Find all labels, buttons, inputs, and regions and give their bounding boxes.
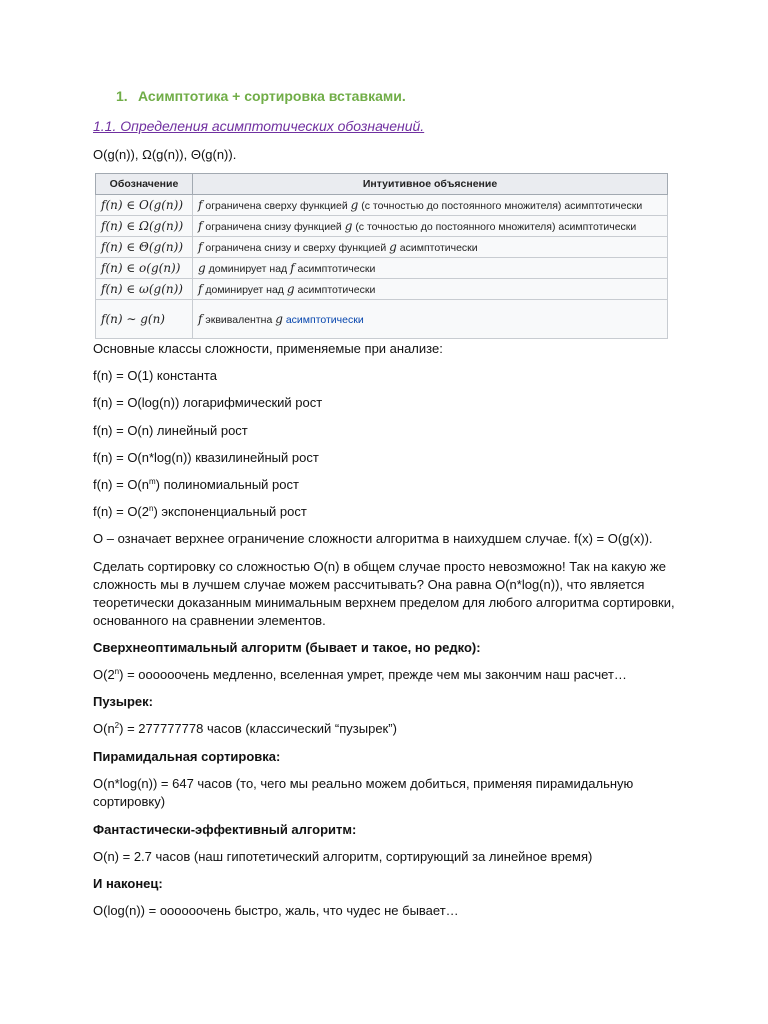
exponent: n [149,504,154,513]
example-text: O(log(n)) = оооооочень быстро, жаль, что чудес не бывает… [93,903,459,918]
class-text: f(n) = O(n*log(n)) квазилинейный рост [93,450,319,465]
table-row [96,237,668,258]
table-row [96,300,668,339]
section-number: 1. [116,88,128,104]
notation-cell: f(n) ∈ O(g(n)) [96,195,193,216]
example-value [93,666,678,684]
table-row [96,258,668,279]
function-symbol: f [198,219,203,233]
explanation-cell [193,237,668,258]
class-text: f(n) = O(n) линейный рост [93,423,248,438]
explanation-rest: асимптотически [297,263,376,275]
notation-cell: f(n) ∈ Θ(g(n)) [96,237,193,258]
explanation-text: ограничена снизу и сверху функцией [205,242,387,254]
explanation-cell [193,258,668,279]
notation-cell: f(n) ∈ Ω(g(n)) [96,216,193,237]
function-symbol: g [389,240,397,254]
complexity-class-item [93,422,248,439]
class-text: f(n) = O(2 [93,504,149,519]
exponent: 2 [114,721,120,730]
upper-bound-line: O – означает верхнее ограничение сложности алгоритма в наихудшем случае. f(x) = O(g(x)). [93,531,653,546]
class-text-rest: ) экспоненциальный рост [153,504,307,519]
example-text-rest: ) = оооооочень медленно, вселенная умрет, прежде чем мы закончим наш расчет… [119,667,627,682]
notation-cell: f(n) ∼ g(n) [96,300,193,339]
explanation-cell [193,195,668,216]
exponent: m [149,477,156,486]
notation-table [95,173,668,339]
complexity-class-item [93,476,299,493]
example-value [93,775,678,811]
function-symbol: g [350,198,359,212]
lower-bound-paragraph: Сделать сортировку со сложностью O(n) в общем случае просто невозможно! Так на какую же сложность мы в лучшем случае можем рассчитывать? Она равна O(n*log(n)), что является теоретически доказанным минимальным верхнем пределом для любого алгоритма сортировки, основанного на сравнении элементов. [93,559,675,628]
example-value [93,848,678,866]
function-symbol: g [275,312,283,326]
explanation-cell [193,300,668,339]
example-text-rest: ) = 277777778 часов (классический “пузырек”) [119,721,397,736]
complexity-class-item [93,394,322,411]
column-header: Интуитивное объяснение [193,174,668,195]
example-text: O(2 [93,667,115,682]
column-header: Обозначение [96,174,193,195]
explanation-text: ограничена снизу функцией [205,221,342,233]
complexity-class-item [93,449,319,466]
table-row [96,279,668,300]
function-symbol: g [198,261,206,275]
notation-cell: f(n) ∈ o(g(n)) [96,258,193,279]
explanation-text: доминирует над [205,284,284,296]
explanation-rest: асимптотически [399,242,478,254]
explanation-text: ограничена сверху функцией [205,200,348,212]
notations-line: O(g(n)), Ω(g(n)), Θ(g(n)). [93,147,237,162]
explanation-cell [193,279,668,300]
example-value [93,902,678,920]
table-row [96,216,668,237]
example-value [93,720,678,738]
asymptotic-link[interactable]: асимптотически [285,314,364,326]
class-text-rest: ) полиномиальный рост [155,477,299,492]
exponent: n [114,667,120,676]
example-title: Фантастически-эффективный алгоритм: [93,822,357,837]
example-text: O(n) = 2.7 часов (наш гипотетический алгоритм, сортирующий за линейное время) [93,849,593,864]
class-text: f(n) = O(log(n)) логарифмический рост [93,395,323,410]
section-title: Асимптотика + сортировка вставками. [138,88,406,104]
example-text: O(n*log(n)) = 647 часов (то, чего мы реально можем добиться, применяя пирамидальную сортировку) [93,776,634,809]
function-symbol: g [344,219,353,233]
explanation-rest: асимптотически [297,284,376,296]
function-symbol: f [290,261,295,275]
function-symbol: f [198,240,203,254]
section-heading [116,88,406,104]
function-symbol: f [198,282,203,296]
explanation-rest: (с точностью до постоянного множителя) асимптотически [361,200,643,212]
example-title: И наконец: [93,876,163,891]
example-title: Сверхнеоптимальный алгоритм (бывает и такое, но редко): [93,640,481,655]
function-symbol: f [198,312,203,326]
class-text: f(n) = O(1) константа [93,368,217,383]
notation-cell: f(n) ∈ ω(g(n)) [96,279,193,300]
example-title: Пузырек: [93,694,153,709]
table-row [96,195,668,216]
complexity-class-item [93,503,307,520]
explanation-rest: (с точностью до постоянного множителя) асимптотически [355,221,637,233]
explanation-text: доминирует над [208,263,288,275]
classes-intro: Основные классы сложности, применяемые при анализе: [93,341,443,356]
explanation-cell [193,216,668,237]
example-title: Пирамидальная сортировка: [93,749,281,764]
table-header-row [96,174,668,195]
class-text: f(n) = O(n [93,477,149,492]
subsection-heading: 1.1. Определения асимптотических обозначений. [93,118,425,134]
explanation-text: эквивалентна [205,314,273,326]
function-symbol: f [198,198,203,212]
example-text: O(n [93,721,115,736]
function-symbol: g [286,282,295,296]
complexity-class-item [93,367,217,384]
